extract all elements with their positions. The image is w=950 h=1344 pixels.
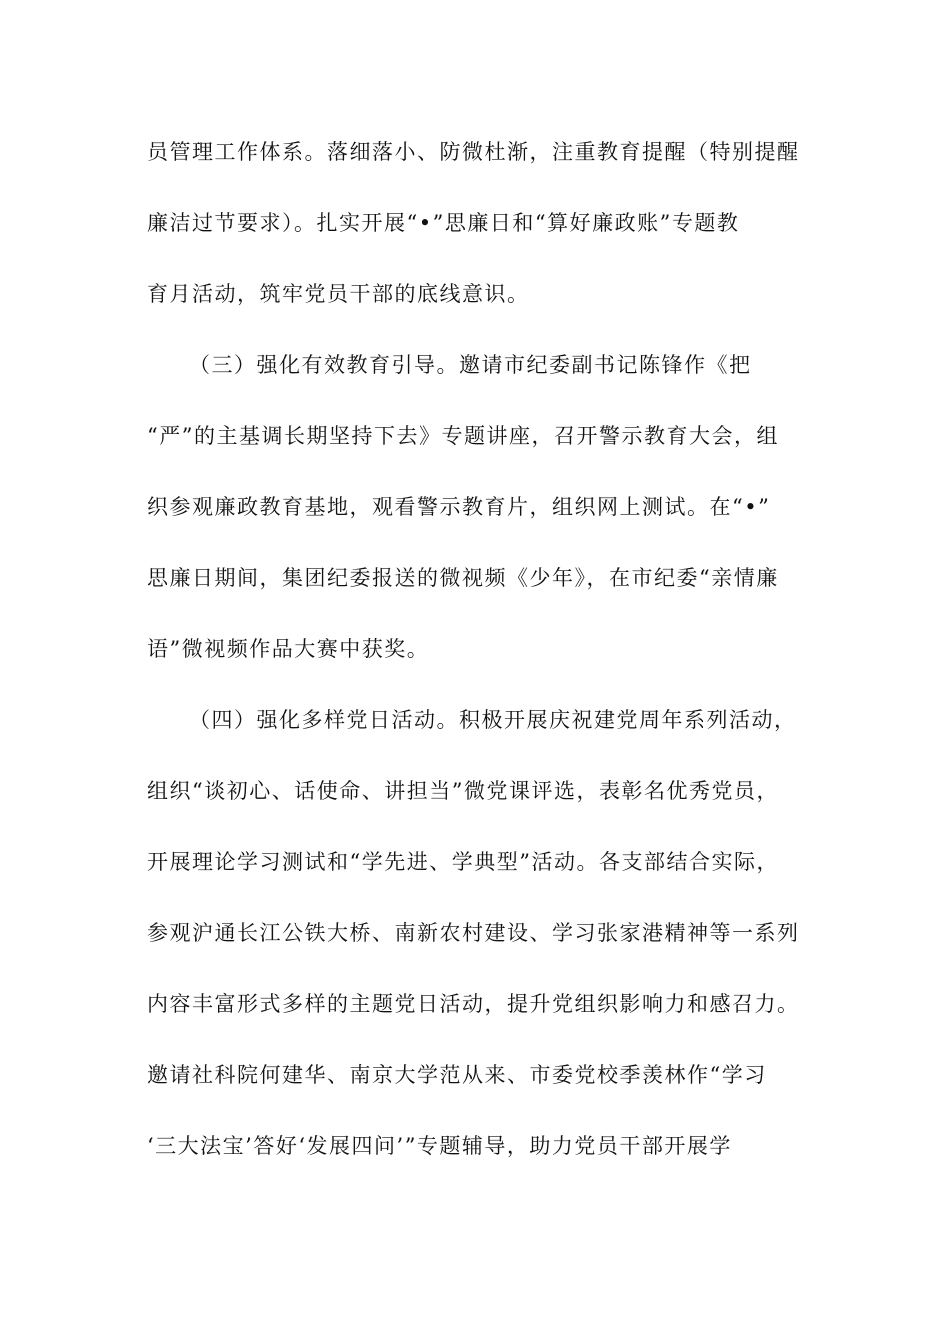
text-line: 内容丰富形式多样的主题党日活动，提升党组织影响力和感召力。	[147, 992, 800, 1016]
text-line: 织参观廉政教育基地，观看警示教育片，组织网上测试。在“•”	[147, 495, 771, 519]
text-line: 开展理论学习测试和“学先进、学典型”活动。各支部结合实际，	[147, 850, 779, 874]
text-line: 组织“谈初心、话使命、讲担当”微党课评选，表彰名优秀党员，	[147, 779, 779, 803]
text-line: 邀请社科院何建华、南京大学范从来、市委党校季羡林作“学习	[147, 1063, 767, 1087]
text-line: ‘三大法宝’答好‘发展四问’”专题辅导，助力党员干部开展学	[147, 1134, 732, 1158]
text-line: “严”的主基调长期坚持下去》专题讲座，召开警示教育大会，组	[147, 424, 779, 448]
paragraph-start-line: （四）强化多样党日活动。积极开展庆祝建党周年系列活动，	[189, 708, 797, 732]
text-line: 廉洁过节要求）。扎实开展“•”思廉日和“算好廉政账”专题教	[147, 211, 740, 235]
text-line: 思廉日期间，集团纪委报送的微视频《少年》，在市纪委“亲情廉	[147, 566, 779, 590]
text-line: 语”微视频作品大赛中获奖。	[147, 637, 430, 661]
text-line: 员管理工作体系。落细落小、防微杜渐，注重教育提醒（特别提醒	[147, 140, 800, 164]
text-line: 育月活动，筑牢党员干部的底线意识。	[147, 282, 530, 306]
body-text	[147, 127, 800, 1192]
text-line: 参观沪通长江公铁大桥、南新农村建设、学习张家港精神等一系列	[147, 921, 800, 945]
paragraph-start-line: （三）强化有效教育引导。邀请市纪委副书记陈锋作《把	[189, 353, 752, 377]
